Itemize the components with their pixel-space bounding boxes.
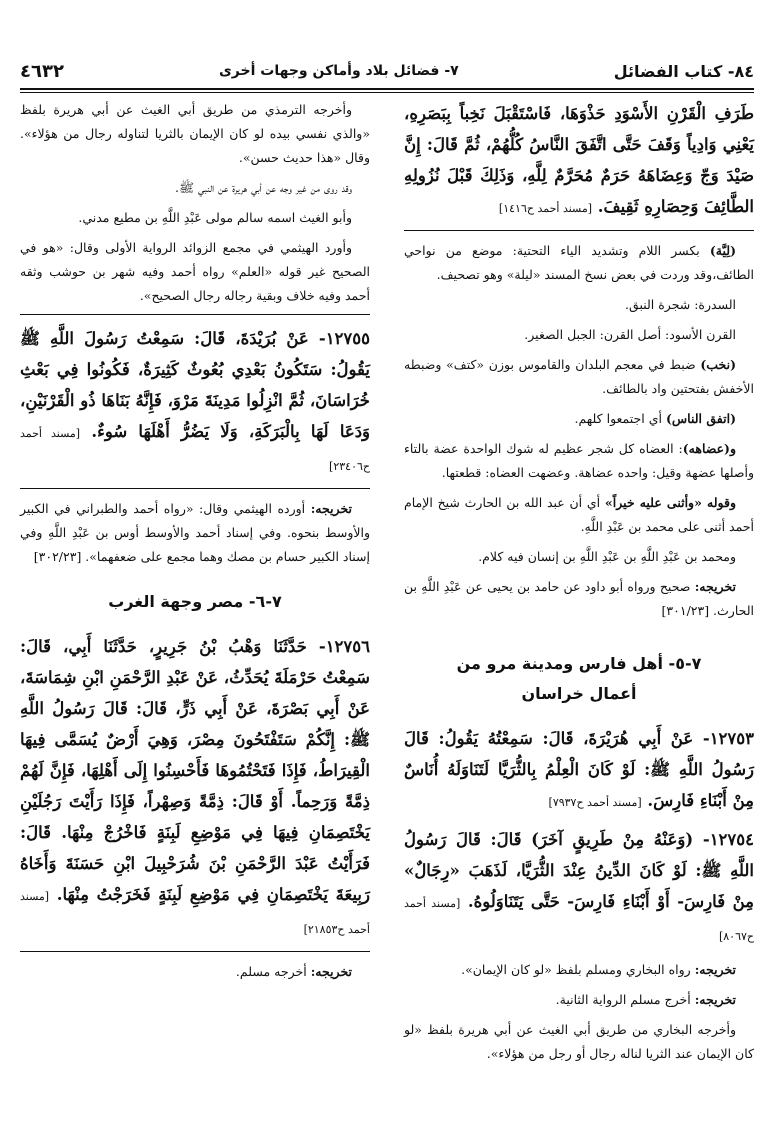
left-column — [20, 98, 370, 990]
note-text: أي اجتمعوا كلهم. — [574, 411, 662, 426]
hadith-text: ١٢٧٥٥- عَنْ بُرَيْدَةَ، قَالَ: سَمِعْتُ رَسُولَ اللَّهِ ﷺ يَقُولُ: سَتَكُونُ بَعْدِي بُعُوثٌ كَثِيرَةٌ، فَكُونُوا فِي بَعْثِ خُرَاسَانَ، ثُمَّ انْزِلُوا مَدِينَةَ مَرْوَ، فَإِنَّهُ بَنَاهَا ذُو الْقَرْنَيْنِ، وَدَعَا لَهَا بِالْبَرَكَةِ، وَلَا يَضُرُّ أَهْلَهَا سُوءٌ. — [20, 329, 371, 441]
note-separator — [20, 488, 370, 489]
hadith-reference: [مسند أحمد ح٢١٨٥٣] — [20, 890, 370, 936]
note: السدرة: شجرة النبق. — [625, 297, 736, 312]
hadith-reference: [مسند أحمد ح١٤١٦] — [498, 202, 593, 215]
note-text: أورده الهيثمي وقال: «رواه أحمد والطبراني في الكبير والأوسط بنحوه. وفي إسناد أحمد والأوسط أوس بن عَبْدِ اللَّهِ وفي إسناد الكبير حسام بن مصك وهما مجمع على ضعفهما». [٣٠٢/٢٣] — [20, 501, 370, 564]
note-text: رواه البخاري ومسلم بلفظ «لو كان الإيمان». — [461, 962, 691, 977]
header-rule — [20, 88, 754, 90]
hadith-text: ١٢٧٥٣- عَنْ أَبِي هُرَيْرَةَ، قَالَ: سَمِعْتُهُ يَقُولُ: قَالَ رَسُولُ اللَّهِ ﷺ: لَوْ كَانَ الْعِلْمُ بِالثُّرَيَّا لَتَنَاوَلَهُ أُنَاسٌ مِنْ أَبْنَاءِ فَارِسَ. — [404, 729, 754, 810]
note: وأخرجه الترمذي من طريق أبي الغيث عن أبي هريرة بلفظ «والذي نفسي بيده لو كان الإيمان بالثريا لتناوله رجال من هؤلاء». وقال «هذا حديث حسن». — [20, 102, 370, 165]
note-keyword: تخريجه: — [694, 992, 736, 1007]
note — [404, 407, 754, 431]
note: القرن الأسود: أصل القرن: الجبل الصغير. — [524, 327, 736, 342]
note: وأخرجه البخاري من طريق أبي الغيث عن أبي هريرة بلفظ «لو كان الإيمان عند الثريا لناله رجال أو رجل من هؤلاء». — [404, 1022, 754, 1061]
hadith-text: ١٢٧٥٤- (وَعَنْهُ مِنْ طَرِيقٍ آخَرَ) قَالَ: قَالَ رَسُولُ اللَّهِ ﷺ: لَوْ كَانَ الدِّينُ عِنْدَ الثُّرَيَّا، لَذَهَبَ «رِجَالٌ» مِنْ فَارِسَ- أَوْ أَبْنَاءِ فَارِسَ- حَتَّى يَتَنَاوَلُوهُ. — [404, 830, 754, 911]
note: وقد روى من غير وجه عن أبي هريرة عن النبي ﷺ. — [175, 180, 352, 195]
note-text: أي أن عبد الله بن الحارث شيخ الإمام أحمد أثنى على محمد بن عَبْدِ اللَّهِ. — [404, 495, 754, 534]
hadith-text: ١٢٧٥٦- حَدَّثَنَا وَهْبُ بْنُ جَرِيرٍ، حَدَّثَنَا أَبِي، قَالَ: سَمِعْتُ حَرْمَلَةَ يُحَدِّثُ، عَنْ عَبْدِ الرَّحْمَنِ ابْنِ شِمَاسَةَ، عَنْ أَبِي بَصْرَةَ، عَنْ أَبِي ذَرٍّ، قَالَ: قَالَ رَسُولُ اللَّهِ ﷺ: إِنَّكُمْ سَتَفْتَحُونَ مِصْرَ، وَهِيَ أَرْضٌ يُسَمَّى فِيهَا الْقِيرَاطُ، فَإِذَا فَتَحْتُمُوهَا فَأَحْسِنُوا إِلَى أَهْلِهَا، فَإِنَّ لَهُمْ ذِمَّةً وَرَحِماً. أَوْ قَالَ: ذِمَّةً وَصِهْراً، فَإِذَا رَأَيْتَ رَجُلَيْنِ يَخْتَصِمَانِ فِيهَا فِي مَوْضِعِ لَبِنَةٍ فَاخْرُجْ مِنْهَا. قَالَ: فَرَأَيْتُ عَبْدَ الرَّحْمَنِ بْنَ شُرَحْبِيلَ ابْنِ حَسَنَةَ وَأَخَاهُ رَبِيعَةَ يَخْتَصِمَانِ فِي مَوْضِعِ لَبِنَةٍ فَخَرَجْتُ مِنْهَا. — [20, 637, 370, 904]
note-separator — [404, 230, 754, 231]
hadith — [404, 824, 754, 952]
note: وأورد الهيثمي في مجمع الزوائد الرواية الأولى وقال: «هو في الصحيح غير قوله «العلم» رواه أحمد وفيه شهر بن حوشب وثقه أحمد وفيه خلاف وبقية رجاله رجال الصحيح». — [20, 240, 370, 303]
note-keyword: وقوله «وأثنى عليه خيراً» — [604, 495, 736, 510]
hadith — [20, 631, 370, 945]
hadith-reference: [مسند أحمد ح٢٣٤٠٦] — [20, 427, 370, 473]
note — [404, 437, 754, 485]
section-heading — [20, 587, 370, 617]
header-rule-thin — [20, 92, 754, 93]
note-separator — [20, 314, 370, 315]
hadith-reference: [مسند أحمد ح٨٠٦٧] — [404, 897, 754, 943]
note-keyword: تخريجه: — [694, 579, 736, 594]
note: ومحمد بن عَبْدِ اللَّهِ بن عَبْدِ اللَّهِ بن إنسان فيه كلام. — [478, 549, 736, 564]
note-text: : العضاه كل شجر عظيم له شوك الواحدة عضة بالتاء وأصلها عضهة وقيل: واحده عضاهة. وعضهت العضاه: قطعتها. — [404, 441, 754, 480]
note-text: أخرجه مسلم. — [235, 964, 307, 979]
hadith-continuation — [404, 98, 754, 224]
section-title: ٧- فضائل بلاد وأماكن وجهات أخرى — [218, 63, 459, 79]
page-number: ٤٦٣٢ — [20, 60, 64, 82]
note-keyword: تخريجه: — [310, 501, 352, 516]
note-text: بكسر اللام وتشديد الياء التحتية: موضع من نواحي الطائف،وقد وردت في بعض نسخ المسند «ليلة» وهو تصحيف. — [404, 243, 754, 282]
note — [404, 353, 754, 401]
section-heading-line: ٧-٦- مصر وجهة الغرب — [108, 592, 282, 611]
book-title: ٨٤- كتاب الفضائل — [613, 61, 754, 81]
note-keyword: (لِيَّة) — [709, 243, 736, 258]
section-heading-line: ٧-٥- أهل فارس ومدينة مرو من — [456, 654, 702, 673]
note-text: ضبط في معجم البلدان والقاموس بوزن «كتف» وضبطه الأخفش بفتحتين واد بالطائف. — [404, 357, 754, 396]
note-keyword: و(عضاهه) — [682, 441, 736, 456]
note — [404, 491, 754, 539]
hadith-reference: [مسند أحمد ح٧٩٣٧] — [548, 796, 642, 809]
takhrij-note — [404, 575, 754, 623]
section-heading-line: أعمال خراسان — [521, 684, 637, 703]
note — [404, 239, 754, 287]
note-separator — [20, 951, 370, 952]
takhrij-note — [20, 960, 370, 984]
takhrij-note — [20, 497, 370, 569]
note: وأبو الغيث اسمه سالم مولى عَبْدِ اللَّهِ بن مطيع مدني. — [78, 210, 352, 225]
section-heading — [404, 649, 754, 709]
note-keyword: تخريجه: — [694, 962, 736, 977]
hadith-text: طَرَفِ الْقَرْنِ الأَسْوَدِ حَذْوَهَا، فَاسْتَقْبَلَ نَخِباً بِبَصَرِهِ، يَعْنِي وَادِياً وَقَفَ حَتَّى اتَّفَقَ النَّاسُ كُلُّهُمْ، ثُمَّ قَالَ: إِنَّ صَيْدَ وَجّ وَعِضَاهَهُ حَرَمٌ مُحَرَّمٌ لِلَّهِ، وَذَلِكَ قَبْلَ نُزُولِهِ الطَّائِفَ وَحِصَارِهِ ثَقِيفَ. — [404, 104, 754, 216]
note-text: أخرج مسلم الرواية الثانية. — [555, 992, 691, 1007]
right-column — [404, 98, 754, 1072]
hadith — [404, 723, 754, 818]
takhrij-note — [404, 988, 754, 1012]
running-header — [20, 56, 754, 86]
takhrij-note — [404, 958, 754, 982]
note-keyword: تخريجه: — [310, 964, 352, 979]
note-text: صحيح ورواه أبو داود عن حامد بن يحيى عن عَبْدِ اللَّهِ بن الحارث. [٣٠١/٢٣] — [404, 579, 754, 618]
hadith — [20, 323, 370, 482]
note-keyword: (اتفق الناس) — [665, 411, 736, 426]
note-keyword: (نخب) — [700, 357, 736, 372]
